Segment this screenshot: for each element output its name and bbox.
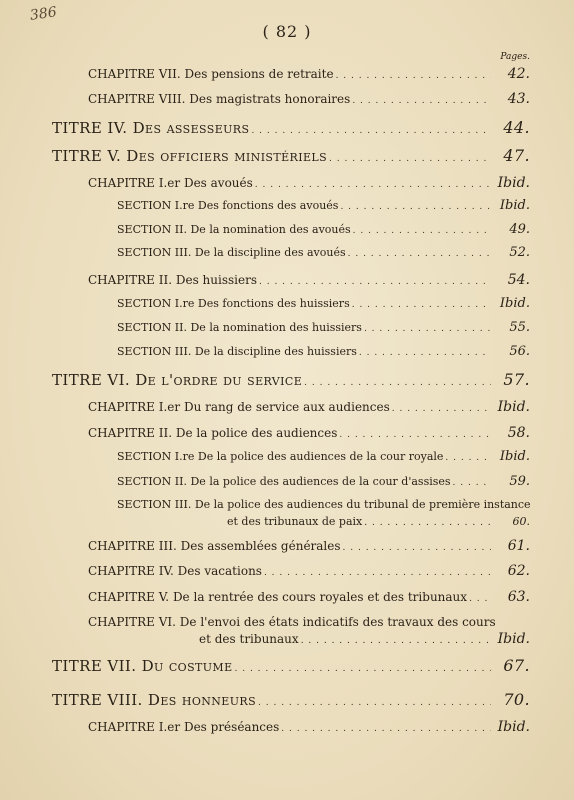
leader-dots: [301, 633, 491, 650]
toc-label: CHAPITRE II. De la police des audiences: [88, 426, 338, 440]
toc-entry[interactable]: [117, 344, 530, 359]
toc-page: Ibid.: [497, 399, 530, 415]
toc-label: TITRE IV. Des assesseurs: [52, 119, 250, 137]
leader-dots: [281, 724, 491, 734]
toc-label: CHAPITRE I.er Des préséances: [88, 720, 280, 734]
toc-entry[interactable]: [88, 614, 530, 650]
toc-page: 70.: [503, 690, 530, 709]
toc-label: CHAPITRE I.er Du rang de service aux audiences: [88, 400, 390, 414]
toc-entry[interactable]: [117, 245, 530, 260]
toc-page: 54.: [507, 272, 530, 288]
toc-label-continuation: et des tribunaux: [199, 632, 299, 646]
leader-dots: [359, 348, 491, 358]
leader-dots: [343, 543, 491, 553]
leader-dots: [364, 324, 491, 334]
toc-entry[interactable]: [52, 118, 530, 137]
leader-dots: [235, 664, 491, 674]
toc-label: CHAPITRE VI. De l'envoi des états indicatifs des travaux des cours: [88, 615, 496, 629]
leader-dots: [336, 71, 491, 81]
toc-page: 63.: [507, 589, 530, 605]
toc-entry[interactable]: [88, 538, 530, 554]
toc-label: CHAPITRE V. De la rentrée des cours royales et des tribunaux: [88, 590, 468, 604]
toc-entry[interactable]: [88, 399, 530, 415]
toc-label: CHAPITRE VIII. Des magistrats honoraires: [88, 92, 351, 106]
leader-dots: [264, 568, 491, 578]
toc-page: 60.: [512, 515, 530, 528]
toc-entry[interactable]: [117, 449, 530, 464]
leader-dots: [329, 154, 491, 164]
leader-dots: [259, 277, 491, 287]
toc-label: TITRE VII. Du costume: [52, 657, 233, 675]
leader-dots: [339, 430, 491, 440]
leader-dots: [469, 594, 491, 604]
toc-label: CHAPITRE III. Des assemblées générales: [88, 539, 341, 553]
leader-dots: [364, 515, 491, 532]
toc-label: SECTION II. De la nomination des avoués: [117, 223, 351, 236]
toc-entry[interactable]: [88, 91, 530, 107]
leader-dots: [258, 698, 491, 708]
toc-entry[interactable]: [88, 589, 530, 605]
toc-page: 47.: [503, 146, 530, 165]
toc-entry[interactable]: [52, 146, 530, 165]
toc-page: 61.: [507, 538, 530, 554]
toc-label: CHAPITRE IV. Des vacations: [88, 564, 262, 578]
toc-entry[interactable]: [88, 719, 530, 735]
leader-dots: [304, 378, 491, 388]
toc-label: SECTION II. De la police des audiences de la cour d'assises: [117, 475, 451, 488]
toc-page: Ibid.: [499, 198, 530, 213]
toc-page: Ibid.: [497, 719, 530, 735]
toc-entry[interactable]: [88, 66, 530, 82]
toc-page: 67.: [503, 656, 530, 675]
toc-label-continuation-line: [88, 631, 530, 650]
toc-label: SECTION I.re Des fonctions des huissiers: [117, 297, 350, 310]
leader-dots: [445, 453, 491, 463]
toc-label: SECTION III. De la police des audiences du tribunal de première instance: [117, 498, 531, 511]
toc-page: 56.: [509, 344, 530, 359]
toc-label-continuation: et des tribunaux de paix: [227, 515, 363, 528]
toc-page: 52.: [509, 245, 530, 260]
toc-label: CHAPITRE VII. Des pensions de retraite: [88, 67, 334, 81]
toc-page: 44.: [503, 118, 530, 137]
handwritten-page-note: 386: [29, 4, 58, 24]
toc-label: TITRE VIII. Des honneurs: [52, 691, 257, 709]
toc-entry[interactable]: [117, 222, 530, 237]
toc-label: SECTION I.re Des fonctions des avoués: [117, 199, 339, 212]
toc-page: 58.: [507, 425, 530, 441]
toc-label: SECTION III. De la discipline des huissiers: [117, 345, 357, 358]
leader-dots: [255, 180, 491, 190]
toc-entry[interactable]: [117, 198, 530, 213]
toc-page: 43.: [507, 91, 530, 107]
toc-entry[interactable]: [88, 272, 530, 288]
toc-page: 49.: [509, 222, 530, 237]
leader-dots: [340, 202, 491, 212]
toc-page: Ibid.: [499, 449, 530, 464]
toc-label: SECTION II. De la nomination des huissiers: [117, 321, 362, 334]
toc-entry[interactable]: [88, 175, 530, 191]
toc-entry[interactable]: [52, 370, 530, 389]
toc-entry[interactable]: [117, 296, 530, 311]
leader-dots: [392, 404, 491, 414]
toc-label: TITRE VI. De l'ordre du service: [52, 371, 303, 389]
leader-dots: [348, 249, 491, 259]
toc-entry[interactable]: [117, 474, 530, 489]
pages-column-label: Pages.: [500, 52, 530, 62]
toc-entry[interactable]: [52, 690, 530, 709]
leader-dots: [453, 478, 491, 488]
toc-page: 42.: [507, 66, 530, 82]
toc-label: CHAPITRE I.er Des avoués: [88, 176, 253, 190]
leader-dots: [352, 300, 491, 310]
page-number: ( 82 ): [262, 22, 312, 41]
toc-entry[interactable]: [117, 496, 530, 532]
leader-dots: [251, 126, 491, 136]
leader-dots: [353, 226, 491, 236]
toc-entry[interactable]: [88, 425, 530, 441]
toc-entry[interactable]: [117, 320, 530, 335]
toc-label-continuation-line: [117, 513, 530, 532]
toc-page: 62.: [507, 563, 530, 579]
toc-label: SECTION III. De la discipline des avoués: [117, 246, 346, 259]
toc-entry[interactable]: [88, 563, 530, 579]
toc-label: TITRE V. Des officiers ministériels: [52, 147, 328, 165]
toc-page: Ibid.: [497, 631, 530, 647]
toc-page: 55.: [509, 320, 530, 335]
toc-page: 57.: [503, 370, 530, 389]
toc-label: CHAPITRE II. Des huissiers: [88, 273, 257, 287]
toc-label: SECTION I.re De la police des audiences de la cour royale: [117, 450, 444, 463]
leader-dots: [352, 96, 491, 106]
toc-page: 59.: [509, 474, 530, 489]
toc-page: Ibid.: [497, 175, 530, 191]
toc-entry[interactable]: [52, 656, 530, 675]
toc-page: Ibid.: [499, 296, 530, 311]
